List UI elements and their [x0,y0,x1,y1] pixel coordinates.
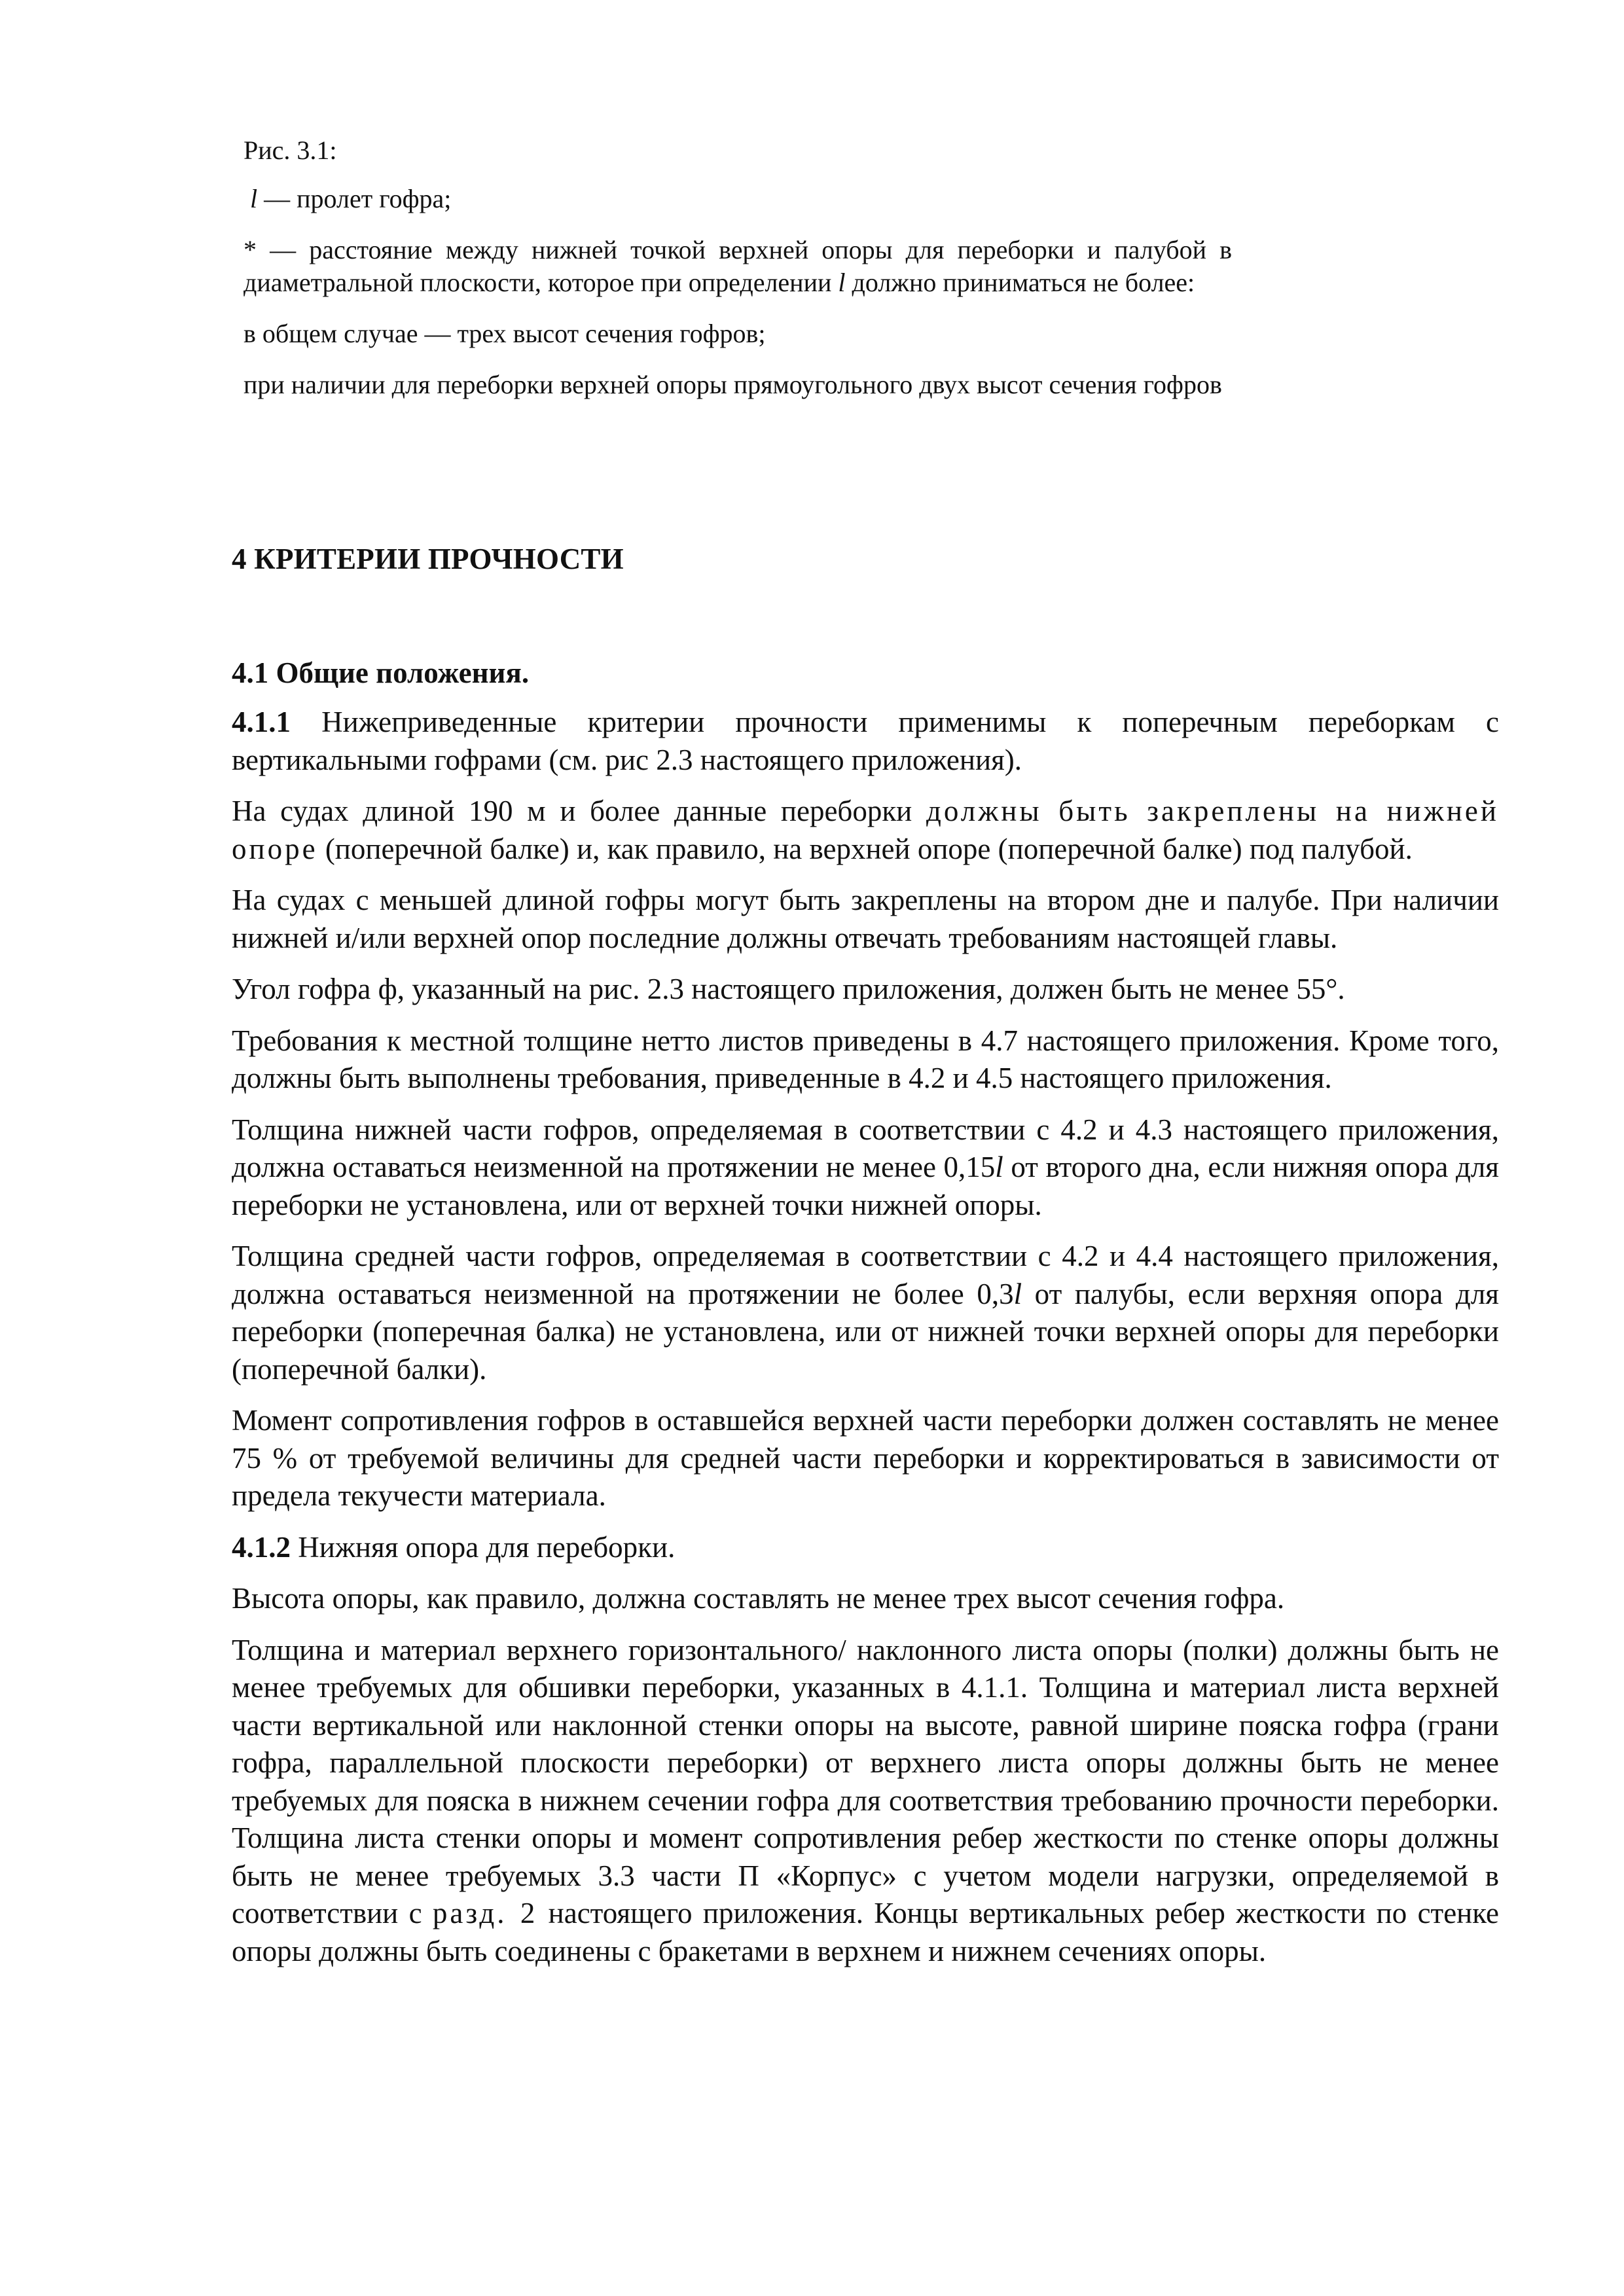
spaced-emphasis: разд. 2 [432,1897,538,1929]
paragraph-text: от палубы, если верхняя опора для переборки (поперечная балка) не установлена, или от нижней точки верхней опоры для переборки (поперечной балки). [232,1277,1499,1386]
paragraph-middle-part-thickness [232,1238,1499,1388]
caption-case-general: в общем случае — трех высот сечения гофров; [244,319,766,348]
caption-case-rectangular: при наличии для переборки верхней опоры прямоугольного двух высот сечения гофров [244,370,1222,399]
symbol-l: l [995,1151,1003,1183]
paragraph-stool-plating [232,1632,1499,1971]
caption-title: Рис. 3.1: [244,135,337,165]
clause-number: 4.1.1 [232,706,291,738]
paragraph-text: Нижняя опора для переборки. [291,1530,676,1564]
paragraph-smaller-ships: На судах с меньшей длиной гофры могут быть закреплены на втором дне и палубе. При наличии нижней и/или верхней опор последние должны отвечать требованиям настоящей главы. [232,884,1499,954]
paragraph-section-modulus: Момент сопротивления гофров в оставшейся верхней части переборки должен составлять не менее 75 % от требуемой величины для средней части переборки и корректироваться в зависимости от предела текучести материала. [232,1404,1499,1512]
symbol-l: l [1013,1277,1022,1310]
paragraph-stool-height: Высота опоры, как правило, должна составлять не менее трех высот сечения гофра. [232,1582,1285,1615]
clause-number: 4.1.2 [232,1530,291,1564]
chapter-heading: 4 КРИТЕРИИ ПРОЧНОСТИ [232,543,624,575]
caption-span-definition [244,183,1232,215]
symbol-l: l [838,268,846,297]
paragraph-4-1-1 [232,704,1499,779]
spaced-emphasis: должны быть закреплены на нижней опоре [232,795,1499,865]
body-text [232,704,1499,1984]
paragraph-net-thickness: Требования к местной толщине нетто листов приведены в 4.7 настоящего приложения. Кроме того, должны быть выполнены требования, приведенные в 4.2 и 4.5 настоящего приложения. [232,1024,1499,1094]
paragraph-text: от второго дна, если нижняя опора для переборки не установлена, или от верхней точки нижней опоры. [232,1151,1499,1221]
caption-distance-definition [244,234,1232,299]
caption-distance-text-1: * — расстояние между нижней точкой верхней опоры для переборки и палубой в диаметральной плоскости, которое при определении [244,235,1232,297]
section-heading: 4.1 Общие положения. [232,656,530,689]
figure-caption [244,134,1232,420]
paragraph-corrugation-angle: Угол гофра ф, указанный на рис. 2.3 настоящего приложения, должен быть не менее 55°. [232,973,1345,1005]
caption-distance-text-2: должно приниматься не более: [845,268,1195,297]
paragraph-lower-part-thickness [232,1111,1499,1225]
symbol-l: l [250,184,258,213]
paragraph-4-1-2 [232,1529,1499,1567]
caption-span-text: — пролет гофра; [257,184,452,213]
paragraph-text: Толщина средней части гофров, определяемая в соответствии с 4.2 и 4.4 настоящего приложения, должна оставаться неизменной на протяжении не более 0,3 [232,1240,1499,1310]
paragraph-text: На судах длиной 190 м и более данные переборки [232,795,926,827]
paragraph-text: (поперечной балке) и, как правило, на верхней опоре (поперечной балке) под палубой. [317,832,1413,865]
paragraph-ships-190m [232,793,1499,868]
paragraph-text: Нижеприведенные критерии прочности применимы к поперечным переборкам с вертикальными гофрами (см. рис 2.3 настоящего приложения). [232,706,1499,776]
paragraph-text: настоящего приложения. Концы вертикальных ребер жесткости по стенке опоры должны быть соединены с бракетами в верхнем и нижнем сечениях опоры. [232,1897,1499,1967]
paragraph-text: Толщина нижней части гофров, определяемая в соответствии с 4.2 и 4.3 настоящего приложения, должна оставаться неизменной на протяжении не менее 0,15 [232,1113,1499,1183]
paragraph-text: Толщина и материал верхнего горизонтального/ наклонного листа опоры (полки) должны быть не менее требуемых для обшивки переборки, указанных в 4.1.1. Толщина и материал листа верхней части вертикальной или наклонной стенки опоры на высоте, равной ширине пояска гофра (грани гофра, параллельной плоскости переборки) от верхнего листа опоры должны быть не менее требуемых для пояска в нижнем сечении гофра для соответствия требованию прочности переборки. Толщина листа стенки опоры и момент сопротивления ребер жесткости по стенке опоры должны быть не менее требуемых 3.3 части П «Корпус» с учетом модели нагрузки, определяемой в соответствии с [232,1633,1499,1929]
